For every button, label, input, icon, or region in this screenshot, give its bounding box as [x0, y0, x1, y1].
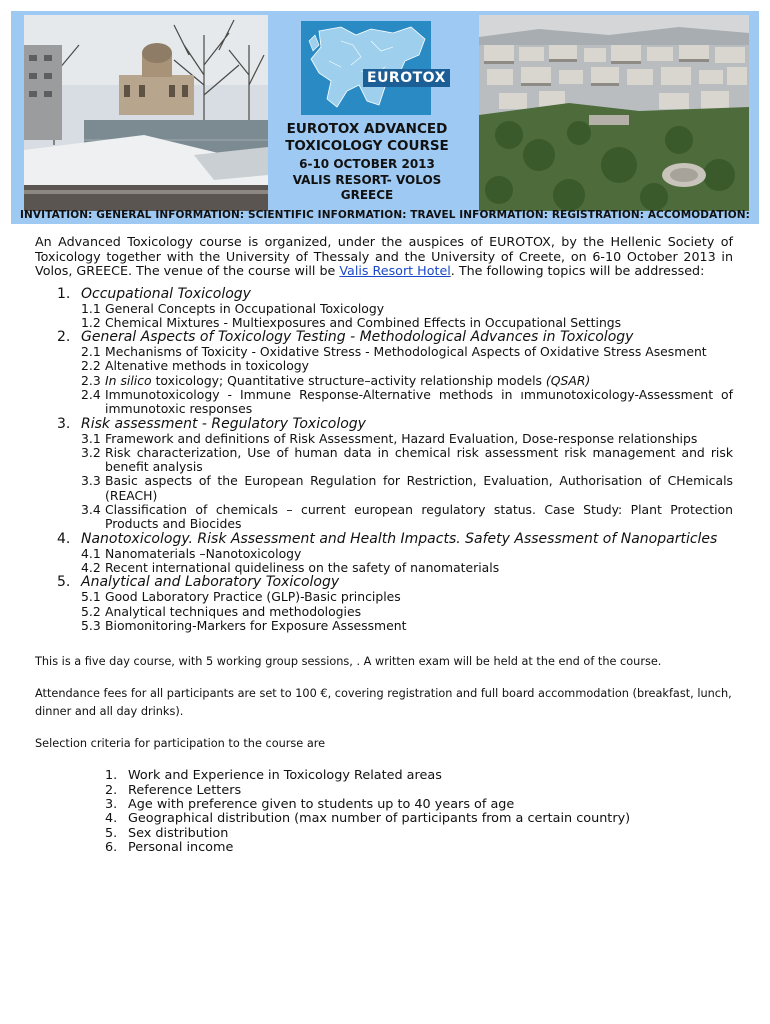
main-content: [35, 235, 733, 856]
selection-criteria-list: [35, 769, 733, 855]
subtopic-text: toxicology; Quantitative structure–activity relationship models: [151, 372, 546, 388]
criteria-number: 3.: [105, 796, 118, 812]
criteria-item: [35, 798, 733, 812]
subtopic-text: Basic aspects of the European Regulation for Restriction, Evaluation, Authorisation of CHemicals (REACH): [105, 473, 733, 503]
subtopic-number: 2.1: [81, 344, 101, 360]
criteria-item: [35, 841, 733, 855]
subtopic-item: [81, 605, 733, 619]
criteria-item: [35, 769, 733, 783]
navigation-bar: [11, 207, 759, 224]
subtopic-text-italic: (QSAR): [545, 372, 591, 388]
valis-resort-hotel-link[interactable]: Valis Resort Hotel: [339, 263, 451, 278]
topic-item: [35, 575, 733, 633]
topics-list: [35, 287, 733, 634]
subtopic-text: Altenative methods in toxicology: [105, 358, 309, 374]
nav-registration[interactable]: REGISTRATION:: [551, 209, 645, 221]
selection-criteria-intro: Selection criteria for participation to the course are: [35, 737, 326, 751]
subtopic-list: [81, 302, 733, 331]
subtopic-text-italic: In silico: [105, 372, 152, 388]
topic-number: 5.: [57, 574, 71, 591]
subtopic-text: Mechanisms of Toxicity - Oxidative Stress - Methodological Aspects of Oxidative Stress Asesment: [105, 344, 707, 360]
subtopic-list: [81, 345, 733, 416]
criteria-number: 4.: [105, 811, 118, 827]
subtopic-item: [81, 302, 733, 316]
criteria-text: Personal income: [128, 840, 234, 856]
subtopic-item: [81, 345, 733, 359]
subtopic-number: 3.2: [81, 444, 101, 460]
course-country: GREECE: [340, 188, 394, 202]
photo-volos-waterfront: [24, 15, 268, 211]
attendance-fees-paragraph: Attendance fees for all participants are set to 100 €, covering registration and full board accommodation (breakfast, lunch, dinner and all day drinks).: [35, 687, 732, 719]
criteria-item: [35, 812, 733, 826]
subtopic-list: [81, 547, 733, 576]
topic-title: Analytical and Laboratory Toxicology: [81, 574, 340, 591]
header-banner: [11, 11, 759, 224]
subtopic-text: Analytical techniques and methodologies: [105, 603, 362, 619]
course-title: EUROTOX ADVANCED TOXICOLOGY COURSE: [285, 121, 449, 154]
subtopic-text: Biomonitoring-Markers for Exposure Assessment: [105, 617, 407, 633]
subtopic-number: 1.2: [81, 314, 101, 330]
nav-scientific-information[interactable]: SCIENTIFIC INFORMATION:: [247, 209, 407, 221]
subtopic-item: [81, 374, 733, 388]
subtopic-number: 4.2: [81, 559, 101, 575]
subtopic-number: 2.4: [81, 386, 101, 402]
subtopic-item: [81, 590, 733, 604]
topic-number: 3.: [57, 415, 71, 432]
subtopic-number: 3.4: [81, 502, 101, 518]
nav-invitation[interactable]: INVITATION:: [20, 209, 93, 221]
topic-number: 4.: [57, 530, 71, 547]
topic-item: [35, 417, 733, 532]
criteria-number: 2.: [105, 782, 118, 798]
nav-accomodation[interactable]: ACCOMODATION:: [647, 209, 750, 221]
topic-number: 2.: [57, 329, 71, 346]
subtopic-number: 5.3: [81, 617, 101, 633]
topic-title: Risk assessment - Regulatory Toxicology: [81, 415, 366, 432]
subtopic-item: [81, 432, 733, 446]
course-dates: 6-10 OCTOBER 2013: [299, 157, 435, 171]
subtopic-text: Chemical Mixtures - Multiexposures and Combined Effects in Occupational Settings: [105, 314, 622, 330]
subtopic-text: Recent international quideliness on the safety of nanomaterials: [105, 559, 500, 575]
subtopic-text: Immunotoxicology - Immune Response-Alternative methods in ımmunotoxicology-Assessment of immunotoxic responses: [105, 386, 733, 417]
topic-item: [35, 287, 733, 331]
intro-paragraph: [35, 235, 733, 279]
subtopic-item: [81, 359, 733, 373]
course-title-block: [269, 121, 465, 204]
subtopic-item: [81, 388, 733, 417]
subtopic-number: 3.1: [81, 430, 101, 446]
topic-item: [35, 330, 733, 416]
subtopic-number: 3.3: [81, 473, 101, 489]
criteria-text: Sex distribution: [128, 825, 229, 841]
subtopic-item: [81, 547, 733, 561]
intro-text: An Advanced Toxicology course is organized, under the auspices of EUROTOX, by the Hellenic Society of Toxicology together with the University of Thessaly and the University of Creete, on 6-10 October 2013 in Volos, GREECE. The venue of the course will be: [35, 234, 733, 278]
topic-title: General Aspects of Toxicology Testing - Methodological Advances in Toxicology: [81, 329, 634, 346]
subtopic-number: 5.2: [81, 603, 101, 619]
intro-text-end: . The following topics will be addressed:: [450, 263, 705, 278]
subtopic-number: 5.1: [81, 589, 101, 605]
course-venue: VALIS RESORT- VOLOS: [292, 172, 442, 187]
nav-general-information[interactable]: GENERAL INFORMATION:: [96, 209, 245, 221]
subtopic-number: 2.3: [81, 372, 101, 388]
subtopic-text: Good Laboratory Practice (GLP)-Basic principles: [105, 589, 401, 605]
subtopic-text: Risk characterization, Use of human data in chemical risk assessment risk management and risk benefit analysis: [105, 444, 733, 475]
subtopic-number: 2.2: [81, 358, 101, 374]
topic-number: 1.: [57, 285, 71, 302]
subtopic-list: [81, 432, 733, 532]
subtopic-text: Classification of chemicals – current european regulatory status. Case Study: Plant Protection Products and Biocides: [105, 502, 733, 532]
criteria-number: 1.: [105, 768, 118, 784]
subtopic-item: [81, 619, 733, 633]
topic-item: [35, 532, 733, 576]
subtopic-text: Nanomaterials –Nanotoxicology: [105, 545, 302, 561]
criteria-number: 6.: [105, 840, 118, 856]
subtopic-number: 4.1: [81, 545, 101, 561]
subtopic-item: [81, 446, 733, 475]
criteria-item: [35, 827, 733, 841]
subtopic-item: [81, 316, 733, 330]
eurotox-logo: [301, 21, 446, 115]
photo-volos-cityscape: [479, 15, 749, 211]
topic-title: Nanotoxicology. Risk Assessment and Health Impacts. Safety Assessment of Nanoparticles: [81, 530, 718, 547]
subtopic-text: Framework and definitions of Risk Assessment, Hazard Evaluation, Dose-response relationships: [105, 430, 698, 446]
course-duration-paragraph: This is a five day course, with 5 working group sessions, . A written exam will be held at the end of the course.: [35, 655, 662, 669]
subtopic-item: [81, 561, 733, 575]
criteria-number: 5.: [105, 825, 118, 841]
criteria-text: Geographical distribution (max number of participants from a certain country): [128, 811, 631, 827]
subtopic-item: [81, 503, 733, 532]
criteria-text: Work and Experience in Toxicology Related areas: [128, 768, 442, 784]
criteria-text: Reference Letters: [128, 782, 242, 798]
criteria-item: [35, 784, 733, 798]
nav-travel-information[interactable]: TRAVEL INFORMATION:: [410, 209, 549, 221]
subtopic-list: [81, 590, 733, 633]
criteria-text: Age with preference given to students up to 40 years of age: [128, 796, 515, 812]
eurotox-logo-text: EUROTOX: [363, 69, 450, 87]
topic-title: Occupational Toxicology: [81, 285, 251, 302]
subtopic-text: General Concepts in Occupational Toxicology: [105, 300, 385, 316]
subtopic-item: [81, 474, 733, 503]
subtopic-number: 1.1: [81, 300, 101, 316]
